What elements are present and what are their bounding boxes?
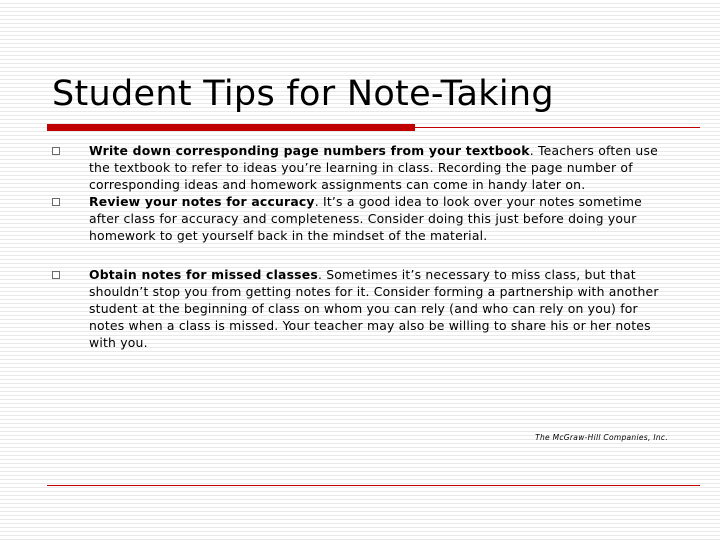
bullet-lead-text: Write down corresponding page numbers from your textbook [89, 143, 530, 158]
hollow-square-bullet-icon [52, 271, 60, 279]
bullet-item-missed-classes [52, 266, 664, 351]
bullet-item-page-numbers [52, 142, 664, 193]
bullet-body-text: . Sometimes it’s necessary to miss class, but that shouldn’t stop you from getting notes for it. Consider forming a partnership with another student at the beginning of class on whom you can rely (and who can rely on you) for notes when a class is missed. Your teacher may also be willing to share his or her notes with you. [89, 267, 659, 350]
bullet-body-text: . Teachers often use the textbook to refer to ideas you’re learning in class. Recording the page number of corresponding ideas and homework assignments can come in handy later on. [89, 143, 658, 192]
publisher-credit: The McGraw-Hill Companies, Inc. [535, 433, 668, 442]
footer-divider-line [47, 485, 700, 486]
title-accent-bar [47, 124, 415, 131]
slide-title: Student Tips for Note-Taking [52, 74, 554, 114]
bullet-lead-text: Obtain notes for missed classes [89, 267, 318, 282]
hollow-square-bullet-icon [52, 147, 60, 155]
bullet-list [52, 142, 664, 351]
bullet-lead-text: Review your notes for accuracy [89, 194, 315, 209]
bullet-body-text: . It’s a good idea to look over your notes sometime after class for accuracy and completeness. Consider doing this just before doing your homework to get yourself back in the mindset of the material. [89, 194, 642, 243]
bullet-item-review-notes [52, 193, 664, 244]
hollow-square-bullet-icon [52, 198, 60, 206]
